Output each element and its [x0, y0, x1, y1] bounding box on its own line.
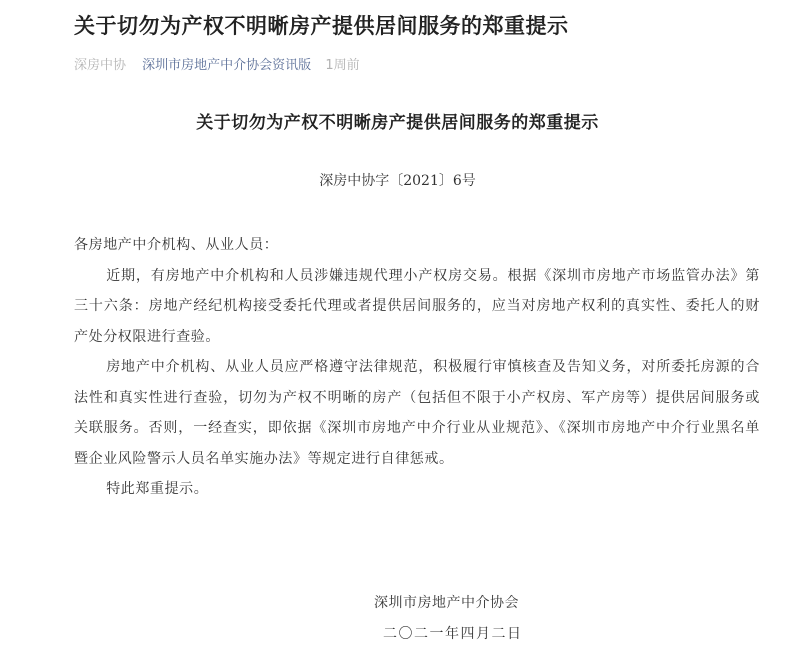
paragraph: 房地产中介机构、从业人员应严格遵守法律规范，积极履行审慎核查及告知义务，对所委托房源的合法性和真实性进行查验，切勿为产权不明晰的房产（包括但不限于小产权房、军产房等）提供居间服务或关联服务。否则，一经查实，即依据《深圳市房地产中介行业从业规范》、《深圳市房地产中介行业黑名单暨企业风险警示人员名单实施办法》等规定进行自律惩戒。 — [74, 359, 760, 467]
article-author: 深房中协 — [74, 58, 127, 73]
signature-date: 二〇二一年四月二日 — [383, 626, 523, 642]
article-meta — [74, 54, 360, 73]
article-title: 关于切勿为产权不明晰房产提供居间服务的郑重提示 — [74, 14, 569, 38]
publish-time: 1周前 — [325, 58, 360, 73]
salutation: 各房地产中介机构、从业人员： — [74, 237, 279, 253]
paragraph: 近期，有房地产中介机构和人员涉嫌违规代理小产权房交易。根据《深圳市房地产市场监管办法》第三十六条：房地产经纪机构接受委托代理或者提供居间服务的，应当对房地产权利的真实性、委托人的财产处分权限进行查验。 — [74, 267, 760, 345]
account-name-link[interactable]: 深圳市房地产中介协会资讯版 — [142, 58, 312, 73]
paragraph: 特此郑重提示。 — [106, 481, 209, 497]
document-title: 关于切勿为产权不明晰房产提供居间服务的郑重提示 — [196, 113, 599, 133]
document-body — [74, 230, 760, 505]
document-number: 深房中协字〔2021〕6号 — [319, 173, 476, 189]
signature-organization: 深圳市房地产中介协会 — [374, 595, 519, 611]
